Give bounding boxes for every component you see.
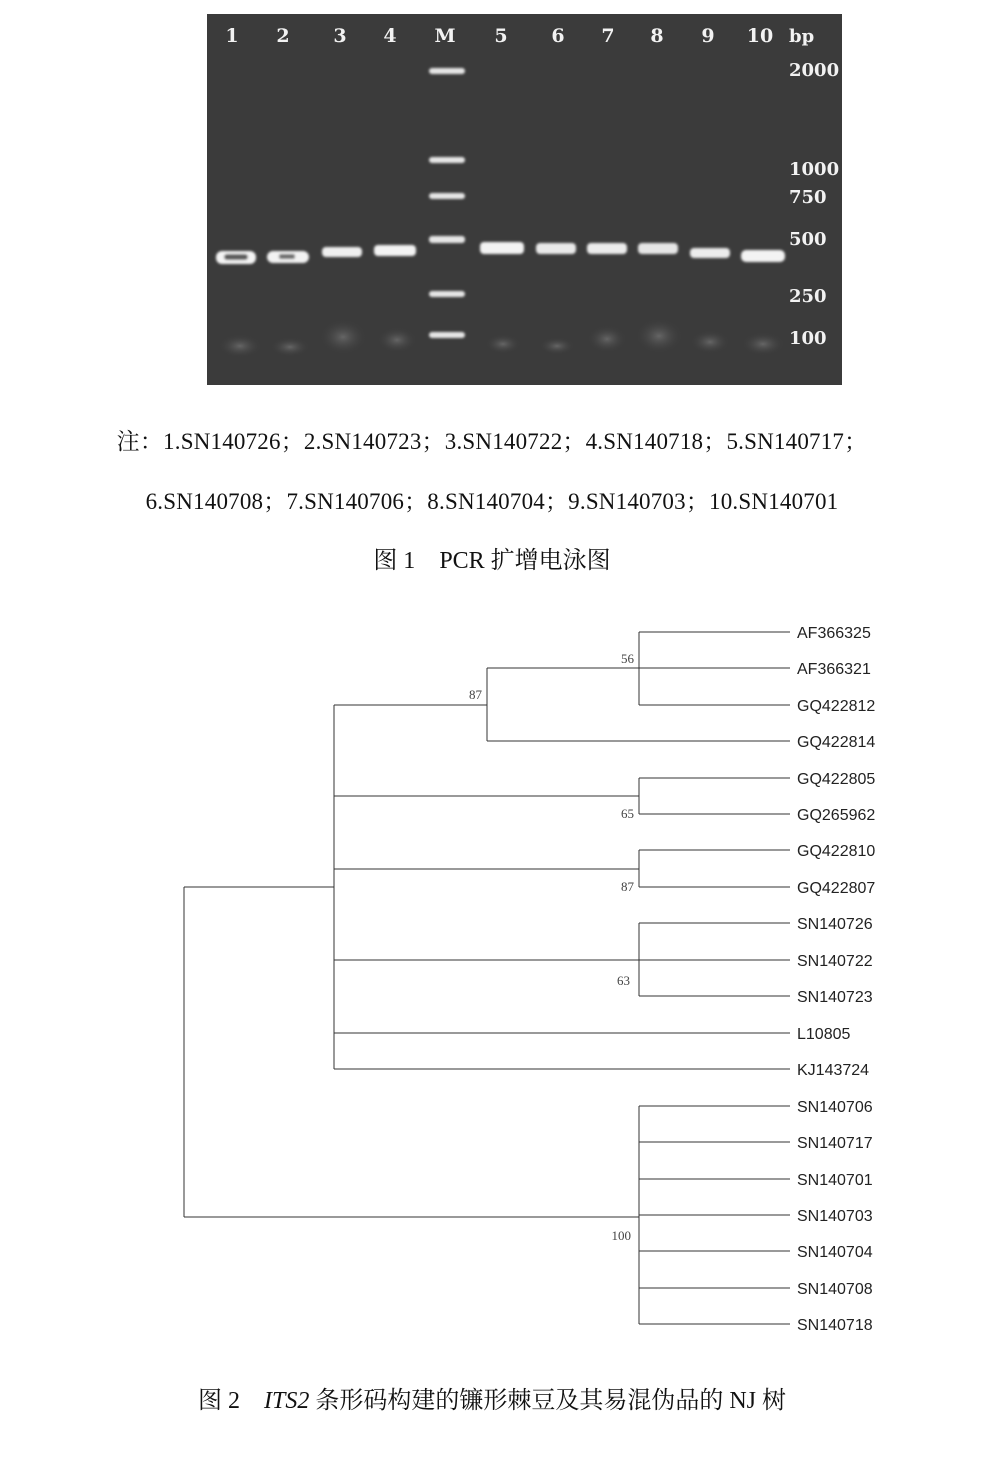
lane-label-2: 2 (276, 25, 290, 47)
ladder-band-2000 (429, 68, 465, 74)
leaf-label: AF366321 (797, 661, 871, 678)
leaf-label: L10805 (797, 1026, 851, 1043)
smear-lane-7 (587, 325, 627, 353)
leaf-label: GQ422810 (797, 843, 876, 860)
lane-label-10: 10 (746, 25, 774, 47)
leaf-label: SN140703 (797, 1208, 873, 1225)
band-lane-1-core (224, 254, 248, 260)
smear-lane-10 (741, 332, 785, 356)
smear-lane-8 (635, 318, 683, 354)
leaf-label: SN140718 (797, 1317, 873, 1334)
leaf-label: SN140706 (797, 1099, 873, 1116)
ladder-band-1000 (429, 157, 465, 163)
figure1-note-line-1: 注：1.SN140726；2.SN140723；3.SN140722；4.SN140718；5.SN140717； (116, 429, 868, 454)
band-lane-7 (587, 243, 627, 254)
band-lane-4 (374, 245, 416, 256)
bootstrap-56: 56 (621, 651, 634, 666)
band-lane-9 (690, 248, 730, 258)
figure2-caption-text: 条形码构建的镰形棘豆及其易混伪品的 NJ 树 (309, 1388, 786, 1414)
figure1-caption-number: 图 1 (373, 548, 416, 574)
lane-label-8: 8 (650, 25, 664, 47)
smear-lane-3 (319, 319, 367, 355)
ladder-band-250 (429, 291, 465, 297)
figure2-caption-number: 图 2 (197, 1388, 240, 1414)
smear-lane-2 (270, 337, 310, 357)
ladder-label-500: 500 (789, 229, 827, 250)
bootstrap-87b: 87 (621, 879, 634, 894)
lane-label-4: 4 (383, 25, 397, 47)
leaf-label: GQ422807 (797, 880, 876, 897)
bootstrap-87a: 87 (469, 687, 482, 702)
ladder-band-500 (429, 236, 465, 243)
smear-lane-4 (377, 327, 417, 353)
leaf-label: GQ422812 (797, 698, 876, 715)
leaf-label: SN140726 (797, 916, 873, 933)
lane-label-7: 7 (601, 25, 615, 47)
band-lane-3 (322, 247, 362, 257)
band-lane-10 (741, 250, 785, 262)
gel-electrophoresis-image (207, 14, 842, 385)
figure2-caption (0, 1380, 984, 1415)
leaf-label: AF366325 (797, 625, 871, 642)
lane-label-6: 6 (551, 25, 565, 47)
figure1-caption-text: PCR 扩增电泳图 (439, 548, 611, 574)
bp-header: bp (789, 26, 815, 47)
leaf-label: SN140717 (797, 1135, 873, 1152)
ladder-label-1000: 1000 (789, 159, 840, 180)
ladder-label-100: 100 (789, 328, 827, 349)
leaf-label: SN140722 (797, 953, 873, 970)
ladder-band-100 (429, 332, 465, 338)
leaf-label: GQ422814 (797, 734, 876, 751)
gel-svg (207, 14, 842, 385)
nj-tree (0, 600, 984, 1360)
gel-background (207, 14, 842, 385)
smear-lane-5 (485, 334, 521, 354)
lane-label-1: 1 (225, 25, 239, 47)
lane-label-marker: M (434, 25, 456, 47)
leaf-label: SN140701 (797, 1172, 873, 1189)
band-lane-2-core (279, 254, 295, 259)
bootstrap-100: 100 (611, 1228, 631, 1243)
leaf-label: SN140723 (797, 989, 873, 1006)
ladder-label-750: 750 (789, 187, 827, 208)
smear-lane-1 (218, 334, 262, 358)
lane-label-9: 9 (701, 25, 715, 47)
lane-label-5: 5 (494, 25, 508, 47)
leaf-label: KJ143724 (797, 1062, 870, 1079)
ladder-band-750 (429, 193, 465, 199)
leaf-label: SN140708 (797, 1281, 873, 1298)
lane-label-3: 3 (333, 25, 347, 47)
leaf-label: SN140704 (797, 1244, 873, 1261)
band-lane-8 (638, 243, 678, 254)
leaf-label: GQ265962 (797, 807, 876, 824)
smear-lane-6 (539, 337, 575, 355)
bootstrap-63: 63 (617, 973, 630, 988)
leaf-label: GQ422805 (797, 771, 876, 788)
figure1-note-line-2: 6.SN140708；7.SN140706；8.SN140704；9.SN140703；10.SN140701 (145, 489, 839, 514)
figure1-caption (0, 540, 984, 575)
figure2-caption-italic: ITS2 (263, 1388, 310, 1414)
smear-lane-9 (690, 330, 730, 354)
band-lane-6 (536, 243, 576, 254)
band-lane-5 (480, 242, 524, 254)
ladder-label-2000: 2000 (789, 60, 840, 81)
bootstrap-65: 65 (621, 806, 634, 821)
ladder-label-250: 250 (789, 286, 827, 307)
